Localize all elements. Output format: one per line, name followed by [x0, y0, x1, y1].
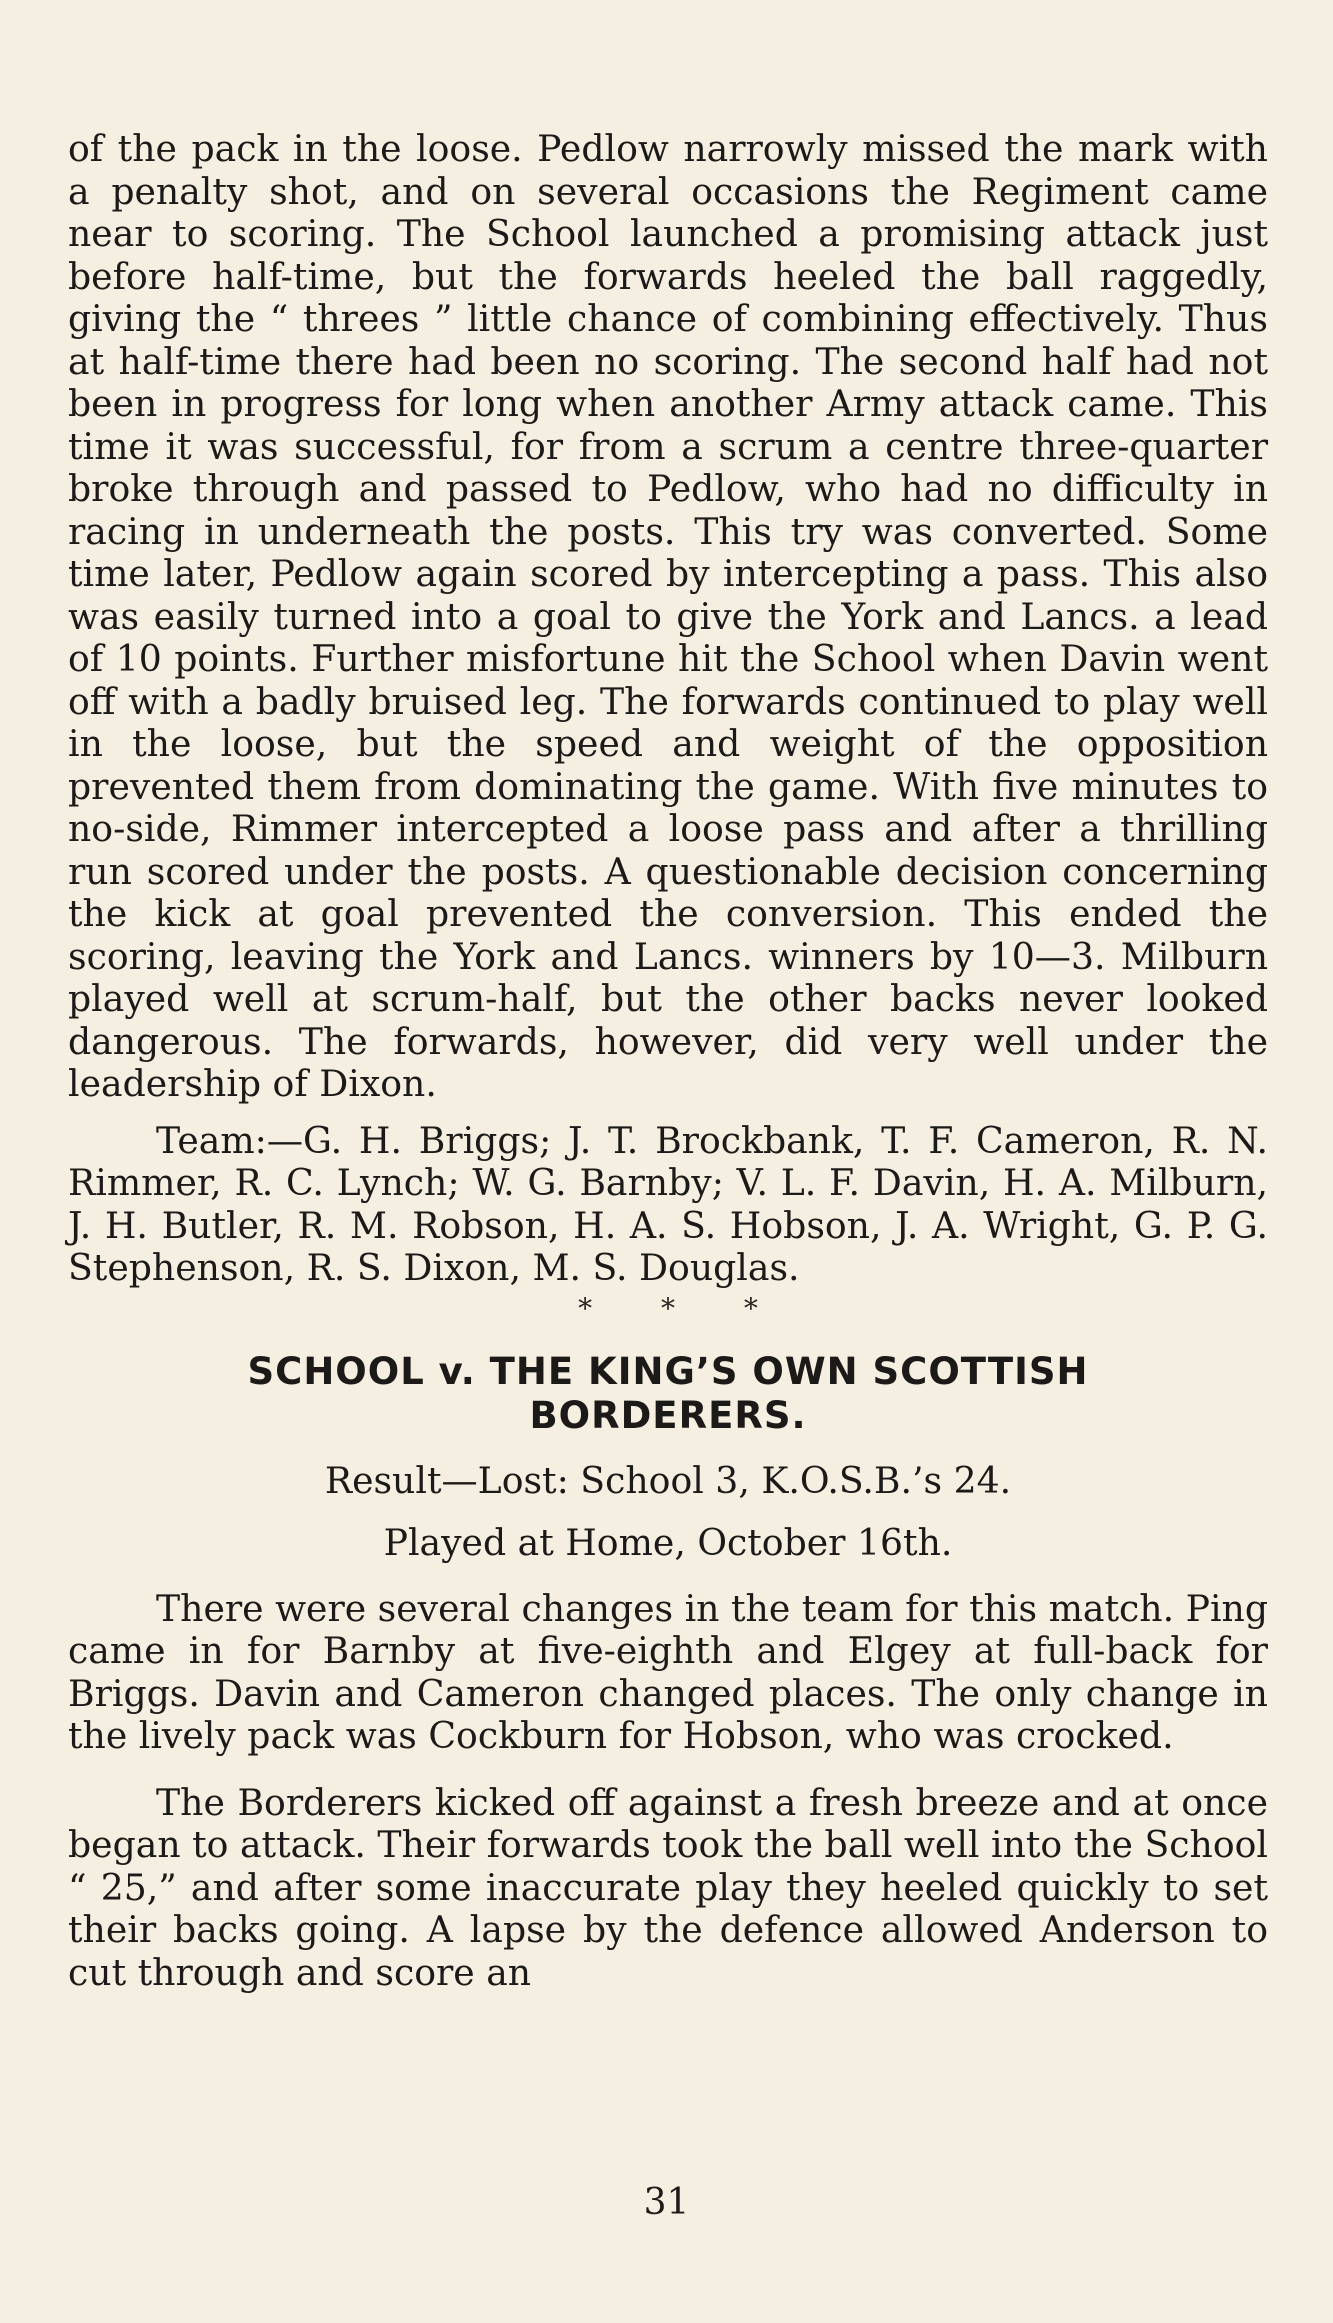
section-heading: [68, 1350, 1268, 1438]
section-heading-line-2: BORDERERS.: [529, 1393, 807, 1437]
page-number: 31: [643, 2182, 690, 2223]
match-start-paragraph: The Borderers kicked off against a fresh breeze and at once began to attack. Their forwards took the ball well into the School “ 25,” and after some inaccurate play they heeled quickly to set their backs going. A lapse by the defence allowed Anderson to cut through and score an: [68, 1780, 1268, 1994]
team-changes-paragraph: There were several changes in the team for this match. Ping came in for Barnby at five-eighth and Elgey at full-back for Briggs. Davin and Cameron changed places. The only change in the lively pack was Cockburn for Hobson, who was crocked.: [68, 1586, 1268, 1757]
match-report-paragraph: of the pack in the loose. Pedlow narrowly missed the mark with a penalty shot, and on several occasions the Regiment came near to scoring. The School launched a promising attack just before half-time, but the forwards heeled the ball raggedly, giving the “ threes ” little chance of combining effectively. Thus at half-time there had been no scoring. The second half had not been in progress for long when another Army attack came. This time it was successful, for from a scrum a centre three-quarter broke through and passed to Pedlow, who had no difficulty in racing in underneath the posts. This try was converted. Some time later, Pedlow again scored by intercepting a pass. This also was easily turned into a goal to give the York and Lancs. a lead of 10 points. Further misfortune hit the School when Davin went off with a badly bruised leg. The forwards continued to play well in the loose, but the speed and weight of the opposition prevented them from dominating the game. With five minutes to no-side, Rimmer intercepted a loose pass and after a thrilling run scored under the posts. A questionable decision concerning the kick at goal prevented the conversion. This ended the scoring, leaving the York and Lancs. winners by 10—3. Milburn played well at scrum-half, but the other backs never looked dangerous. The forwards, however, did very well under the leadership of Dixon.: [68, 127, 1268, 1105]
match-result: Result—Lost: School 3, K.O.S.B.’s 24.: [324, 1458, 1012, 1502]
match-venue-date: Played at Home, October 16th.: [383, 1520, 953, 1564]
section-divider: * * *: [578, 1291, 788, 1325]
page-body: [68, 128, 1268, 1994]
section-heading-line-1: SCHOOL v. THE KING’S OWN SCOTTISH: [247, 1349, 1089, 1393]
team-list-paragraph: Team:—G. H. Briggs; J. T. Brockbank, T. F. Cameron, R. N. Rimmer, R. C. Lynch; W. G. Barnby; V. L. F. Davin, H. A. Milburn, J. H. Butler, R. M. Robson, H. A. S. Hobson, J. A. Wright, G. P. G. Stephenson, R. S. Dixon, M. S. Douglas.: [68, 1118, 1268, 1289]
